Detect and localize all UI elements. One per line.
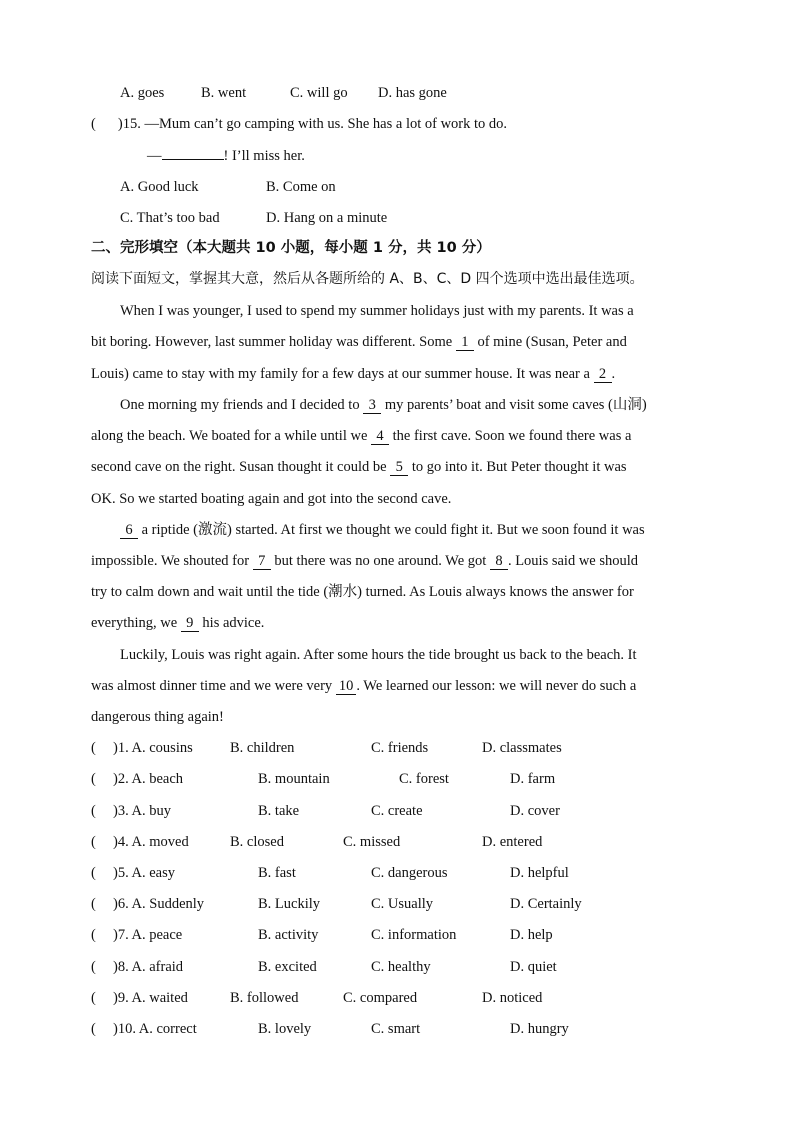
answer-paren-open: ( [91,927,96,943]
cloze-blank-7: 7 [253,554,271,570]
cloze-blank-5: 5 [390,460,408,476]
cloze-blank-8: 8 [490,554,508,570]
question-number-option-a: )8. A. afraid [113,959,184,975]
passage-text: . Louis said we should [507,553,639,569]
option-c: C. information [371,927,457,943]
option-c: C. missed [343,834,401,850]
option-b: B. closed [230,834,284,850]
passage-text: One morning my friends and I decided to [120,397,364,413]
question-number-option-a: )10. A. correct [113,1021,197,1037]
answer-paren-open: ( [91,1021,96,1037]
cloze-blank-3: 3 [363,398,381,414]
option-d: D. noticed [482,990,543,1006]
passage-text: a riptide (激流) started. At first we thought we could fight it. But we soon found it was [138,522,645,538]
q15-question: 15. —Mum can’t go camping with us. She has a lot of work to do. [122,116,508,132]
passage-text: of mine (Susan, Peter and [473,334,627,350]
answer-paren-open: ( [91,834,96,850]
cloze-blank-4: 4 [371,429,389,445]
option-b: B. lovely [258,1021,312,1037]
option-d: D. Certainly [510,896,582,912]
section-heading: 二、完形填空（本大题共 10 小题，每小题 1 分，共 10 分） [91,240,491,256]
option-d: D. farm [510,771,556,787]
question-number-option-a: )1. A. cousins [113,740,193,756]
passage-line-8 [120,520,645,540]
question-number-option-a: )7. A. peace [113,927,183,943]
option-d: D. hungry [510,1021,569,1037]
q15-answer-blank [162,145,224,160]
passage-text: my parents’ boat and visit some caves (山洞) [381,397,647,413]
passage-line-6 [91,457,627,477]
answer-paren-close: ) [117,116,123,132]
passage-text: the first cave. Soon we found there was a [389,428,632,444]
passage-text: but there was no one around. We got [270,553,490,569]
q14-option-a: A. goes [120,85,165,101]
option-b: B. excited [258,959,317,975]
cloze-blank-1: 1 [456,335,474,351]
passage-text: bit boring. However, last summer holiday was different. Some [91,334,456,350]
q14-option-b: B. went [201,85,247,101]
q15-option-b: B. Come on [266,179,336,195]
passage-line-13 [91,676,636,696]
option-b: B. followed [230,990,299,1006]
option-c: C. Usually [371,896,434,912]
passage-text: to go into it. But Peter thought it was [408,459,627,475]
q14-option-d: D. has gone [378,85,447,101]
option-d: D. entered [482,834,543,850]
option-d: D. help [510,927,553,943]
answer-paren-open: ( [91,116,96,132]
option-b: B. mountain [258,771,330,787]
option-d: D. helpful [510,865,569,881]
option-d: D. quiet [510,959,557,975]
passage-text: second cave on the right. Susan thought it could be [91,459,391,475]
cloze-blank-9: 9 [181,616,199,632]
q15-option-c: C. That’s too bad [120,210,220,226]
passage-line-2 [91,332,627,352]
q14-option-c: C. will go [290,85,348,101]
question-number-option-a: )9. A. waited [113,990,188,1006]
passage-line-4 [120,395,647,415]
question-number-option-a: )6. A. Suddenly [113,896,205,912]
answer-paren-open: ( [91,865,96,881]
question-number-option-a: )5. A. easy [113,865,176,881]
option-b: B. Luckily [258,896,321,912]
passage-line-3 [91,364,615,384]
section-instruction: 阅读下面短文，掌握其大意，然后从各题所给的 A、B、C、D 四个选项中选出最佳选项。 [91,271,644,287]
option-c: C. forest [399,771,449,787]
option-c: C. create [371,803,423,819]
answer-paren-open: ( [91,803,96,819]
passage-text: . We learned our lesson: we will never do such a [356,678,637,694]
passage-line-1: When I was younger, I used to spend my summer holidays just with my parents. It was a [120,303,634,319]
answer-paren-open: ( [91,896,96,912]
cloze-blank-2: 2 [594,367,612,383]
q15-stem [91,114,507,134]
passage-line-12: Luckily, Louis was right again. After some hours the tide brought us back to the beach. It [120,647,637,663]
q15-reply [147,145,305,166]
q15-reply-text: ! I’ll miss her. [223,148,305,164]
option-c: C. dangerous [371,865,448,881]
passage-text: his advice. [198,615,265,631]
question-number-option-a: )3. A. buy [113,803,171,819]
option-b: B. children [230,740,295,756]
answer-paren-open: ( [91,740,96,756]
q15-reply-dash: — [147,148,162,164]
passage-text: everything, we [91,615,181,631]
passage-line-10: try to calm down and wait until the tide (潮水) turned. As Louis always knows the answer for [91,584,634,600]
passage-text: Louis) came to stay with my family for a few days at our summer house. It was near a [91,366,594,382]
cloze-blank-10: 10 [336,679,357,695]
option-b: B. take [258,803,300,819]
q15-option-d: D. Hang on a minute [266,210,388,226]
passage-line-7: OK. So we started boating again and got into the second cave. [91,491,452,507]
answer-paren-open: ( [91,959,96,975]
passage-text: . [611,366,616,382]
option-b: B. fast [258,865,296,881]
answer-paren-open: ( [91,990,96,1006]
passage-text: was almost dinner time and we were very [91,678,336,694]
option-c: C. friends [371,740,429,756]
option-c: C. healthy [371,959,431,975]
option-d: D. classmates [482,740,562,756]
passage-text: impossible. We shouted for [91,553,253,569]
option-c: C. compared [343,990,418,1006]
answer-paren-open: ( [91,771,96,787]
q15-option-a: A. Good luck [120,179,199,195]
option-b: B. activity [258,927,319,943]
passage-line-14: dangerous thing again! [91,709,224,725]
passage-text: along the beach. We boated for a while until we [91,428,372,444]
passage-line-9 [91,551,638,571]
passage-line-11 [91,613,264,633]
option-d: D. cover [510,803,560,819]
cloze-blank-6: 6 [120,523,138,539]
option-c: C. smart [371,1021,421,1037]
question-number-option-a: )2. A. beach [113,771,184,787]
question-number-option-a: )4. A. moved [113,834,189,850]
passage-line-5 [91,426,631,446]
